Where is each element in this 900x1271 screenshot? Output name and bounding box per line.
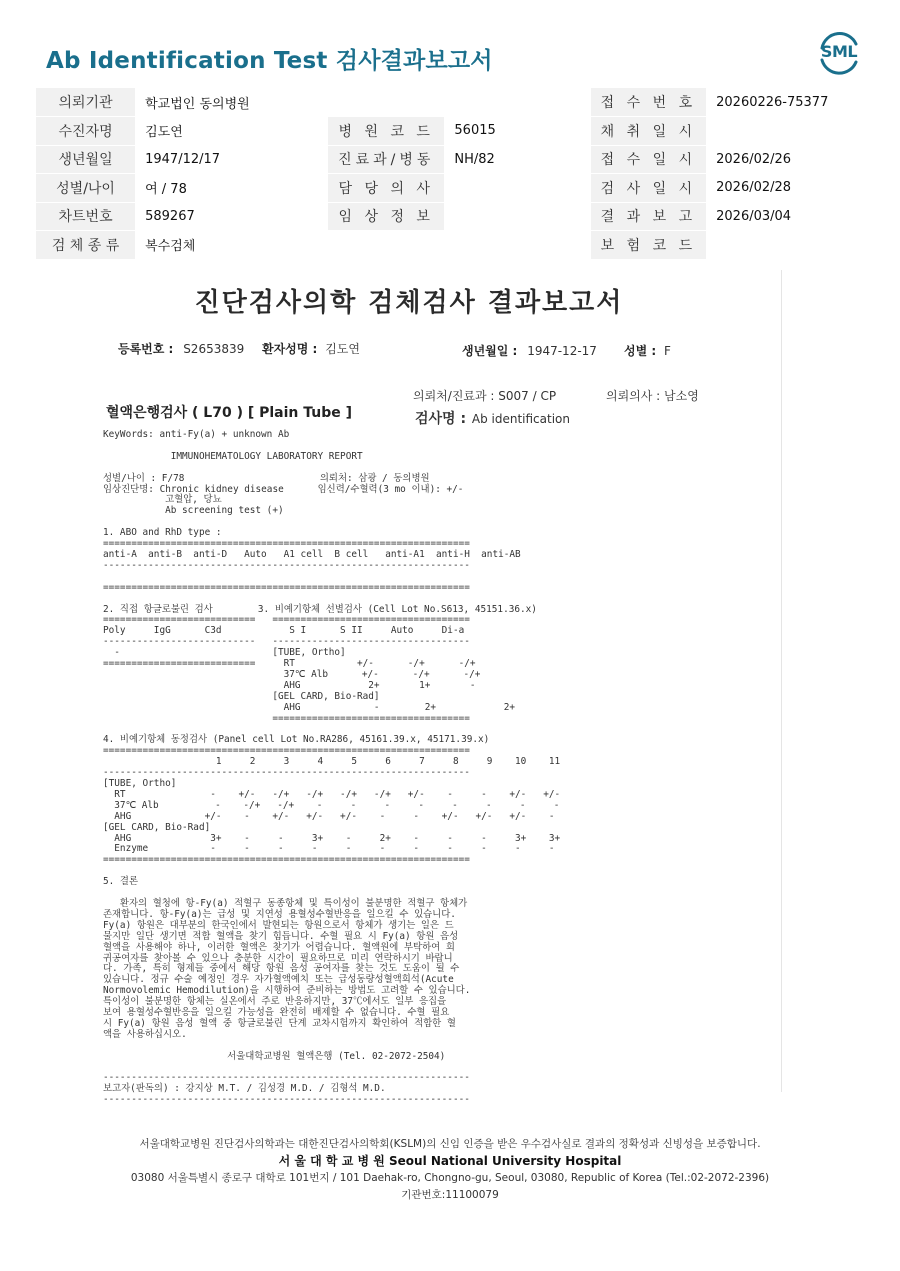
footer-institution-number: 기관번호:11100079 [401,1189,499,1201]
info-value: 복수검체 [135,231,328,260]
info-label: 임 상 정 보 [328,202,444,231]
footer-address: 03080 서울특별시 종로구 대학로 101번지 / 101 Daehak-ro, Chongno-gu, Seoul, 03080, Republic of Korea (Tel.:02-2072-2396) [130,1172,770,1184]
info-value: 589267 [135,202,328,231]
info-value: 2026/03/04 [706,202,864,231]
info-label: 접 수 일 시 [591,145,706,174]
info-label: 담 당 의 사 [328,174,444,203]
info-label: 성별/나이 [36,174,135,203]
birth-date [462,342,597,359]
department: 의뢰처/진료과 : S007 / CP [413,389,557,403]
info-label: 차트번호 [36,202,135,231]
info-label: 결 과 보 고 [591,202,706,231]
sml-logo [814,28,864,76]
exam-heading: 혈액은행검사 ( L70 ) [ Plain Tube ] [106,405,353,421]
footer-certification: 서울대학교병원 진단검사의학과는 대한진단검사의학회(KSLM)의 신임 인증을 받은 우수검사실로 결과의 정확성과 신빙성을 보증합니다. [139,1138,761,1150]
registration-number [118,340,244,357]
info-label: 검 사 일 시 [591,174,706,203]
info-value [444,174,590,203]
page-footer [0,1136,900,1204]
info-row [36,145,864,174]
info-value: 2026/02/26 [706,145,864,174]
info-label: 채 취 일 시 [591,117,706,146]
info-value: NH/82 [444,145,590,174]
info-label [328,88,444,117]
birth-date-label: 생년월일 : [462,344,518,358]
info-label: 병 원 코 드 [328,117,444,146]
report-header-title: Ab Identification Test 검사결과보고서 [46,48,493,74]
info-row [36,231,864,260]
info-label: 생년월일 [36,145,135,174]
info-label: 검 체 종 류 [36,231,135,260]
info-label: 보 험 코 드 [591,231,706,260]
footer-hospital-name: 서 울 대 학 교 병 원 Seoul National University Hospital [278,1154,622,1168]
info-value [706,231,864,260]
info-value [444,202,590,231]
info-value: 여 / 78 [135,174,328,203]
registration-label: 등록번호 : [118,342,174,356]
info-value: 1947/12/17 [135,145,328,174]
info-label: 의뢰기관 [36,88,135,117]
info-value [706,117,864,146]
ordering-doctor: 의뢰의사 : 남소영 [606,389,699,403]
sex [624,342,671,359]
embedded-lab-report [36,262,864,1106]
sex-label: 성별 : [624,344,657,358]
info-row [36,174,864,203]
info-label: 수진자명 [36,117,135,146]
info-value: 김도연 [135,117,328,146]
info-value: 20260226-75377 [706,88,864,117]
info-label [328,231,444,260]
info-value [444,88,590,117]
info-value [444,231,590,260]
info-row [36,88,864,117]
patient-info-table [36,88,864,260]
patient-name-label: 환자성명 : [262,342,318,356]
registration-value: S2653839 [183,342,245,356]
patient-name [262,340,360,357]
info-value: 2026/02/28 [706,174,864,203]
info-label: 진료과/병동 [328,145,444,174]
report-body-text: KeyWords: anti-Fy(a) + unknown Ab IMMUNOHEMATOLOGY LABORATORY REPORT 성별/나이 : F/78 의뢰처: 삼광 / 동의병원 임상진단명: Chronic kidney disease 임신력/수혈력(3 mo 이내): +/- 고혈압, 당뇨 Ab screening test (+) 1. ABO and RhD type : ================================================================= anti-A anti-B anti-D Auto A1 cell B cell anti-A1 anti-H anti-AB ----------------------------------------------------------------- ================================================================= 2. 직접 항글로불린 검사 3. 비예기항체 선별검사 (Cell Lot No.S613, 45151.36.x) =========================== =================================== Poly IgG C3d S I S II Auto Di-a --------------------------- ----------------------------------- - [TUBE, Ortho] =========================== RT +/- -/+ -/+ 37℃ Alb +/- -/+ -/+ AHG 2+ 1+ - [GEL CARD, Bio-Rad] AHG - 2+ 2+ =================================== 4. 비예기항체 동정검사 (Panel cell Lot No.RA286, 45161.39.x, 45171.39.x) ================================================================= 1 2 3 4 5 6 7 8 9 10 11 ----------------------------------------------------------------- [TUBE, Ortho] RT - +/- -/+ -/+ -/+ -/+ +/- - - +/- +/- 37℃ Alb - -/+ -/+ - - - - - - - - AHG +/- - +/- +/- +/- - - +/- +/- +/- - [GEL CARD, Bio-Rad] AHG 3+ - - 3+ - 2+ - - - 3+ 3+ Enzyme - - - - - - - - - - - ================================================================= 5. 결론 환자의 혈청에 항-Fy(a) 적혈구 동종항체 및 특이성이 불분명한 적혈구 항체가 존재합니다. 항-Fy(a)는 급성 및 지연성 용혈성수혈반응을 일으킬 수 있습니다. Fy(a) 항원은 대부분의 한국인에서 발현되는 항원으로서 항체가 생기는 일은 드 물지만 일단 생기면 적합 혈액을 찾기 힘듭니다. 수혈 필요 시 Fy(a) 항원 음성 혈액을 사용해야 하나, 이러한 혈액은 찾기가 어렵습니다. 혈액원에 부탁하여 희 귀공여자를 찾아볼 수 있으나 충분한 시간이 필요하므로 미리 연락하시기 바랍니 다. 가족, 특히 형제들 중에서 해당 항원 음성 공여자를 찾는 것도 도움이 될 수 있습니다. 정규 수술 예정인 경우 자가혈액예치 또는 급성동량성혈액희석(Acute Normovolemic Hemodilution)을 시행하여 준비하는 방법도 고려할 수 있습니다. 특이성이 불분명한 항체는 실온에서 주로 반응하지만, 37℃에서도 일부 응집을 보여 용혈성수혈반응을 일으킬 가능성을 완전히 배제할 수 없습니다. 수혈 필요 시 Fy(a) 항원 음성 혈액 중 항글로불린 단계 교차시험까지 확인하여 적합한 혈 액을 사용하십시오. 서울대학교병원 혈액은행 (Tel. 02-2072-2504) ----------------------------------------------------------------- 보고자(판독의) : 강지상 M.T. / 김성경 M.D. / 김형석 M.D. ----------------------------------------------------------------- [103,429,561,1106]
info-label: 접 수 번 호 [591,88,706,117]
sml-logo-text: SML [820,42,858,61]
report-title: 진단검사의학 검체검사 결과보고서 [194,288,624,318]
info-value: 56015 [444,117,590,146]
info-row [36,202,864,231]
exam-name [415,408,570,428]
exam-name-label: 검사명 : [415,411,467,427]
patient-name-value: 김도연 [325,342,360,356]
exam-name-value: Ab identification [471,412,570,426]
info-row [36,117,864,146]
sex-value: F [664,344,671,358]
info-value: 학교법인 동의병원 [135,88,328,117]
birth-date-value: 1947-12-17 [527,344,597,358]
